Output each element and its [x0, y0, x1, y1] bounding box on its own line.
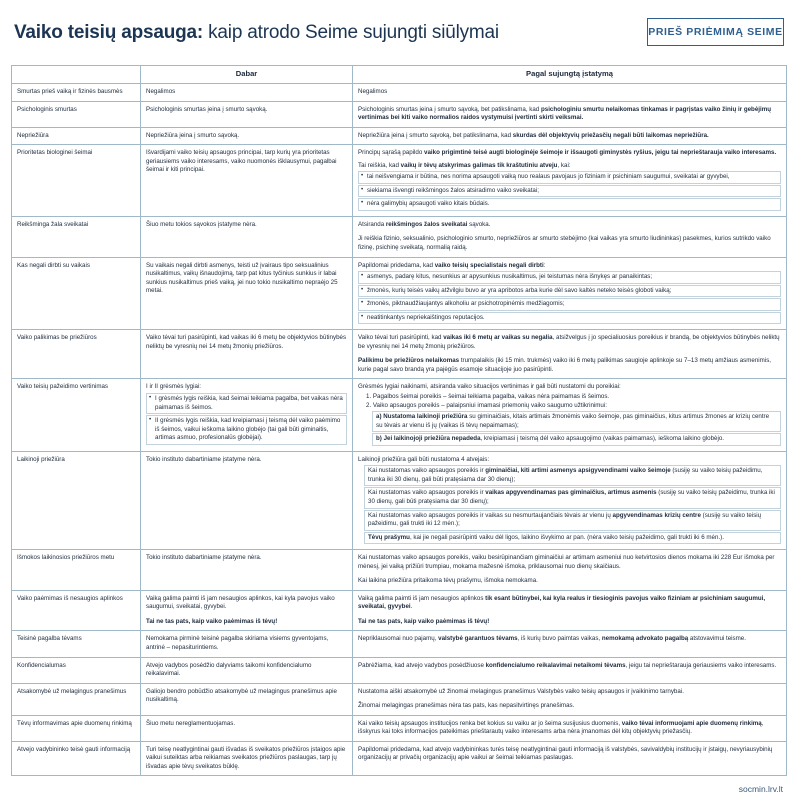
new-cell	[353, 550, 787, 591]
text: (susiję su vaiko teisių pažeidimu, trunka iki 30 dienų, gali būti pratęsiama dar 30 dienų);	[368, 467, 763, 483]
list-item	[364, 532, 781, 545]
text: atstovavimui teisme.	[688, 635, 746, 643]
table-row	[12, 590, 787, 631]
text: Vaiką galima paimti iš jam nesaugios aplinkos	[358, 594, 486, 602]
topic-cell: Teisinė pagalba tėvams	[12, 631, 141, 657]
text: Papildomai pridedama, kad	[358, 261, 435, 269]
topic-cell: Atsakomybė už melagingus pranešimus	[12, 683, 141, 715]
list-item: • neatitinkantys nepriekaištingos reputacijos.	[358, 312, 781, 325]
text: Kai vaiko teisių apsaugos institucijos renka bet kokius su vaiku ar jo šeima susijusius duomenis,	[358, 719, 622, 727]
now-cell: Su vaikais negali dirbti asmenys, teisti už įvairaus tipo seksualinius nusikaltimus, vaikų išnaudojimą, tarp pat kitus tyčinius sunkius ir labai sunkius nusikaltimus prieš vaiką, jei nuo tokio nusikaltimo nepraėjo 25 metai.	[141, 257, 353, 330]
table-row	[12, 741, 787, 776]
text: , atsižvelgus į jo specialiuosius poreikius ir brandą, be objektyvios būtinybės neliktų be vyresnių nei 14 metų žmonių priežiūros.	[358, 334, 780, 350]
table-row	[12, 101, 787, 127]
text: Psichologinis smurtas įeina į smurto sąvoką, bet patikslinama, kad	[358, 105, 541, 113]
text-bold: tik esant būtinybei, kai kyla realus ir tiesioginis pavojus vaiko fiziniam ar psichiniam saugumui, sveikatai, gyvybei	[358, 594, 766, 611]
text: .	[410, 603, 413, 611]
new-cell	[353, 590, 787, 631]
text: Vaiką galima paimti iš jam nesaugios aplinkos, kai kyla pavojus vaiko saugumui, sveikatai, gyvybei.	[146, 594, 335, 611]
text-bold: nemokamą advokato pagalbą	[601, 635, 689, 643]
text: , kreipiamasi į teismą dėl vaiko apsaugojimo (vaikas paimamas), ieškoma laikino globėjo.	[480, 435, 725, 443]
text: Principų sąrašą papildo	[358, 149, 425, 157]
topic-cell: Laikinoji priežiūra	[12, 451, 141, 549]
text: Kai nustatomas vaiko apsaugos poreikis, vaiku besirūpinančiam giminaičiui ar artimam asmeniui nuo ketvirtosios dienos mokama iki 228 Eur išmoka per mėnesį, jei vaiką prižiūri trumpiau, mokama mažesnė išmoka, priklausomai nuo dienų skaičiaus.	[358, 554, 775, 570]
text-bold: Tai ne tas pats, kaip vaiko paėmimas iš tėvų!	[358, 617, 490, 625]
list-item: • žmonės, piktnaudžiaujantys alkoholiu ar psichotropinėmis medžiagomis;	[358, 298, 781, 311]
table-row	[12, 379, 787, 451]
text: I ir II grėsmės lygiai:	[146, 383, 202, 391]
text: Laikinoji priežiūra gali būti nustatoma 4 atvejais:	[358, 455, 490, 463]
new-cell	[353, 101, 787, 127]
now-cell: Nepriežiūra įeina į smurto sąvoką.	[141, 127, 353, 145]
text: Grėsmės lygiai naikinami, atsiranda vaiko situacijos vertinimas ir gali būti nustatomi du poreikiai:	[358, 383, 621, 391]
text: Kai laikina priežiūra pritaikoma tėvų prašymu, išmoka nemokama.	[358, 577, 538, 585]
new-cell	[353, 451, 787, 549]
list-item: • asmenys, padarę kitus, nesunkius ar apysunkius nusikaltimus, jei teistumas nėra išnykęs ar panaikintas;	[358, 271, 781, 284]
text: Nepriklausomai nuo pajamų,	[358, 635, 439, 643]
topic-cell: Prioritetas biologinei šeimai	[12, 145, 141, 217]
new-cell	[353, 715, 787, 741]
list-item: • žmonės, kurių teisės vaikų atžvilgiu buvo ar yra apribotos arba kurie dėl savo kaltės neteko teisės globoti vaiką;	[358, 285, 781, 298]
restriction-list	[358, 271, 781, 324]
text: Ji reiškia fizinio, seksualinio, psichologinio smurto, nepriežiūros ar smurto stebėjimo (kai vaikas yra smurto liudininkas) pasekmes, kurios sutrikdo vaiko fizinę, psichinę sveikatą, normalią raidą.	[358, 235, 771, 252]
text: , jeigu tai neprieštarauja geriausiems vaiko interesams.	[625, 661, 777, 669]
new-cell	[353, 683, 787, 715]
text: Kai nustatomas vaiko apsaugos poreikis ir	[368, 467, 486, 475]
text-bold: Palikimu be priežiūros nelaikomas	[358, 357, 460, 365]
table-row	[12, 631, 787, 657]
topic-cell: Smurtas prieš vaiką ir fizinės bausmės	[12, 84, 141, 102]
text: Kai nustatomas vaiko apsaugos poreikis ir	[368, 489, 486, 497]
table-row	[12, 683, 787, 715]
text: su giminaičiais, kitais artimais žmonėmis vaiko šeimoje, pas giminaičius, kitus artimus žmones ar krizių centre su tėvais ar vienu iš jų (vaikas iš tėvų nepaimamas);	[376, 413, 770, 429]
header-row	[12, 66, 787, 84]
topic-cell: Nepriežiūra	[12, 127, 141, 145]
text: , iš kurių buvo paimtas vaikas,	[517, 635, 602, 643]
topic-cell: Vaiko palikimas be priežiūros	[12, 330, 141, 379]
table-row	[12, 330, 787, 379]
new-cell	[353, 127, 787, 145]
topic-cell: Psichologinis smurtas	[12, 101, 141, 127]
table-row	[12, 715, 787, 741]
text: Nepriežiūra įeina į smurto sąvoką, bet patikslinama, kad	[358, 131, 513, 139]
now-cell: Turi teisę neatlygintinai gauti išvadas iš sveikatos priežiūros įstaigos apie vaikui suteiktas arba reikiamas sveikatos priežiūros paslaugas, tarp jų išvadas apie tėvų sveikatos būklę.	[141, 741, 353, 776]
text: Kai nustatomas vaiko apsaugos poreikis ir vaikas su nesmurtaujančiais tėvais ar vienu jų	[368, 511, 613, 519]
list-item	[364, 510, 781, 531]
table-row	[12, 257, 787, 330]
now-cell: Negalimos	[141, 84, 353, 102]
text: Nustatoma aiški atsakomybė už žinomai melagingus pranešimus Valstybės vaiko teisių apsaugos ir įvaikinimo tarnybai.	[358, 687, 684, 695]
now-cell: Vaiko tėvai turi pasirūpinti, kad vaikas iki 6 metų be objektyvios būtinybės neliktų be vyresnių nei 14 metų žmonių priežiūros.	[141, 330, 353, 379]
new-cell	[353, 216, 787, 257]
text: Žinomai melagingas pranešimas nėra tas pats, kas nepasitvirtinęs pranešimas.	[358, 702, 575, 710]
text-bold: reikšmingos žalos sveikatai	[385, 220, 468, 228]
list-item	[372, 433, 781, 446]
text-bold: psichologiniu smurtu nelaikomas tinkamas ir pagrįstas vaiko žinių ir gebėjimų vertinimas bei kiti vaiko normalios raidos vystymuisi įvertinti skirti veiksmai.	[358, 105, 771, 122]
text: , kai:	[557, 161, 571, 169]
table-row	[12, 216, 787, 257]
comparison-table	[11, 65, 787, 776]
topic-cell: Kas negali dirbti su vaikais	[12, 257, 141, 330]
new-cell	[353, 257, 787, 330]
title-rest: kaip atrodo Seime sujungti siūlymai	[203, 22, 499, 43]
now-cell	[141, 590, 353, 631]
text-bold: a)	[376, 413, 384, 421]
text-bold: Nustatoma laikinoji priežiūra	[383, 413, 468, 421]
text-bold: valstybė garantuos tėvams	[438, 635, 518, 643]
topic-cell: Konfidencialumas	[12, 657, 141, 683]
text: :	[543, 261, 546, 269]
table-row	[12, 127, 787, 145]
table-row	[12, 84, 787, 102]
now-cell: Nemokama pirminė teisinė pagalba skiriama visiems gyventojams, antrinė – nepasiturintiems.	[141, 631, 353, 657]
header	[14, 18, 784, 58]
now-cell: Šiuo metu nereglamentuojamas.	[141, 715, 353, 741]
text: , kai jie negali pasirūpinti vaiku dėl ligos, laikino išvykimo ar pan. (nėra vaiko teisių pažeidimo, gali trukti iki 6 mėn.).	[409, 533, 724, 541]
new-cell: Negalimos	[353, 84, 787, 102]
text-bold: Tėvų prašymu	[368, 533, 410, 541]
header-topic	[12, 66, 141, 84]
new-cell	[353, 379, 787, 451]
list-item	[372, 411, 781, 432]
now-cell: Atvejo vadybos posėdžio dalyviams taikomi konfidencialumo reikalavimai.	[141, 657, 353, 683]
header-now: Dabar	[141, 66, 353, 84]
now-cell: Psichologinis smurtas įeina į smurto sąvoką.	[141, 101, 353, 127]
table-row	[12, 451, 787, 549]
text: Pabrėžiama, kad atvejo vadybos posėdžiuose	[358, 661, 486, 669]
list-item: 2. Vaiko apsaugos poreikis – palaipsniui imamasi priemonių vaiko saugumo užtikrinimui:	[366, 401, 607, 409]
text-bold: vaiko prigimtinė teisė augti biologinėje šeimoje ir išsaugoti giminystės ryšius, jeigu tai neprieštarauja vaiko interesams.	[424, 149, 777, 157]
new-cell	[353, 631, 787, 657]
topic-cell: Reikšminga žala sveikatai	[12, 216, 141, 257]
text-bold: apgyvendinamas krizių centre	[612, 511, 701, 519]
table-row	[12, 657, 787, 683]
text-bold: Jei laikinojoji priežiūra nepadeda	[383, 435, 481, 443]
text-bold: skurdas dėl objektyvių priežasčių negali būti laikomas nepriežiūra.	[512, 131, 709, 139]
text-bold: vaikas apgyvendinamas pas giminaičius, artimus asmenis	[485, 489, 657, 497]
text: Vaiko tėvai turi pasirūpinti, kad	[358, 334, 444, 342]
text: , išskyrus kai toks informacijos pateikimas prieštarautų vaiko interesams arba nėra įmanomas dėl kitų objektyvių priežasčių.	[358, 719, 764, 736]
new-cell: Papildomai pridedama, kad atvejo vadybininkas turės teisę neatlygintinai gauti informaciją iš valstybės, savivaldybių institucijų ir įstaigų, nevyriausybinių organizacijų ar privačių organizacijų apie vaikui ar šeimai teikiamas paslaugas.	[353, 741, 787, 776]
text-bold: vaikas iki 6 metų ar vaikas su negalia	[443, 334, 553, 342]
text-bold: b)	[376, 435, 384, 443]
condition-list	[358, 171, 781, 211]
table-row	[12, 145, 787, 217]
page-title	[14, 22, 499, 44]
header-new: Pagal sujungtą įstatymą	[353, 66, 787, 84]
list-item: • nėra galimybių apsaugoti vaiko kitais būdais.	[358, 198, 781, 211]
topic-cell: Vaiko paėmimas iš nesaugios aplinkos	[12, 590, 141, 631]
text-bold: vaiko tėvai informuojami apie duomenų rinkimą	[621, 719, 762, 727]
now-cell: Galiojo bendro pobūdžio atsakomybė už melagingus pranešimus apie nusikaltimą.	[141, 683, 353, 715]
text: (susiję su vaiko teisių pažeidimu, gali trukti iki 12 mėn.);	[368, 511, 762, 528]
text: (susiję su vaiko teisių pažeidimu, trunka iki 30 dienų, gali būti pratęsiama dar 30 dienų);	[368, 489, 775, 505]
table-row	[12, 550, 787, 591]
footer-site: socmin.lrv.lt	[738, 784, 783, 794]
text-bold: vaiko teisių specialistais negali dirbti	[434, 261, 544, 269]
text-bold: konfidencialumo reikalavimai netaikomi tėvams	[485, 661, 626, 669]
topic-cell: Tėvų informavimas apie duomenų rinkimą	[12, 715, 141, 741]
topic-cell: Vaiko teisių pažeidimo vertinimas	[12, 379, 141, 451]
new-cell	[353, 330, 787, 379]
list-item: • I grėsmės lygis reiškia, kad šeimai teikiama pagalba, bet vaikas nėra paimamas iš šeimos.	[146, 393, 347, 414]
topic-cell: Atvejo vadybininko teisė gauti informaciją	[12, 741, 141, 776]
threat-level-list	[146, 393, 347, 445]
text: Tai reiškia, kad	[358, 161, 401, 169]
list-item	[364, 487, 781, 508]
list-item	[364, 465, 781, 486]
now-cell	[141, 379, 353, 451]
new-cell	[353, 145, 787, 217]
topic-cell: Išmokos laikinosios priežiūros metu	[12, 550, 141, 591]
text-bold: giminaičiai, kiti artimi asmenys apsigyvendinami vaiko šeimoje	[485, 467, 671, 475]
text-bold: Tai ne tas pats, kaip vaiko paėmimas iš tėvų!	[146, 617, 278, 625]
now-cell: Išvardijami vaiko teisių apsaugos principai, tarp kurių yra prioritetas geriausiems vaiko interesams, vaiko nuomonės išklausymui, pagalbai šeimai ir kiti principai.	[141, 145, 353, 217]
list-item: 1. Pagalbos šeimai poreikis – šeimai teikiama pagalba, vaikas nėra paimamas iš šeimos.	[366, 393, 610, 401]
text-bold: vaikų ir tėvų atskyrimas galimas tik kraštutiniu atveju	[400, 161, 558, 169]
text: Atsiranda	[358, 220, 386, 228]
now-cell: Šiuo metu tokios sąvokos įstatyme nėra.	[141, 216, 353, 257]
text: sąvoka.	[467, 220, 491, 228]
text: trumpalaikis (iki 15 min. trukmės) vaiko iki 6 metų palikimas saugioje aplinkoje su 7–13 metų amžiaus asmenimis, kurie pagal savo brandą yra pajėgūs esamoje situacijoje juo pasirūpinti.	[358, 357, 772, 373]
list-item: • tai neišvengiama ir būtina, nes norima apsaugoti vaiką nuo realaus pavojaus jo fiziniam ir psichiniam saugumui, sveikatai ar gyvybei,	[358, 171, 781, 184]
new-cell	[353, 657, 787, 683]
status-badge: PRIEŠ PRIĖMIMĄ SEIME	[647, 18, 784, 46]
list-item: • II grėsmės lygis reiškia, kad kreipiamasi į teismą dėl vaiko paėmimo iš šeimos, vaikui ieškoma laikino globėjo (tai gali būti giminaitis, artimas asmuo, profesionalūs globėjai).	[146, 415, 347, 445]
now-cell: Tokio instituto dabartiniame įstatyme nėra.	[141, 451, 353, 549]
now-cell: Tokio instituto dabartiniame įstatyme nėra.	[141, 550, 353, 591]
list-item: • siekiama išvengti reikšmingos žalos atsiradimo vaiko sveikatai;	[358, 185, 781, 198]
title-bold: Vaiko teisių apsauga:	[14, 22, 204, 43]
